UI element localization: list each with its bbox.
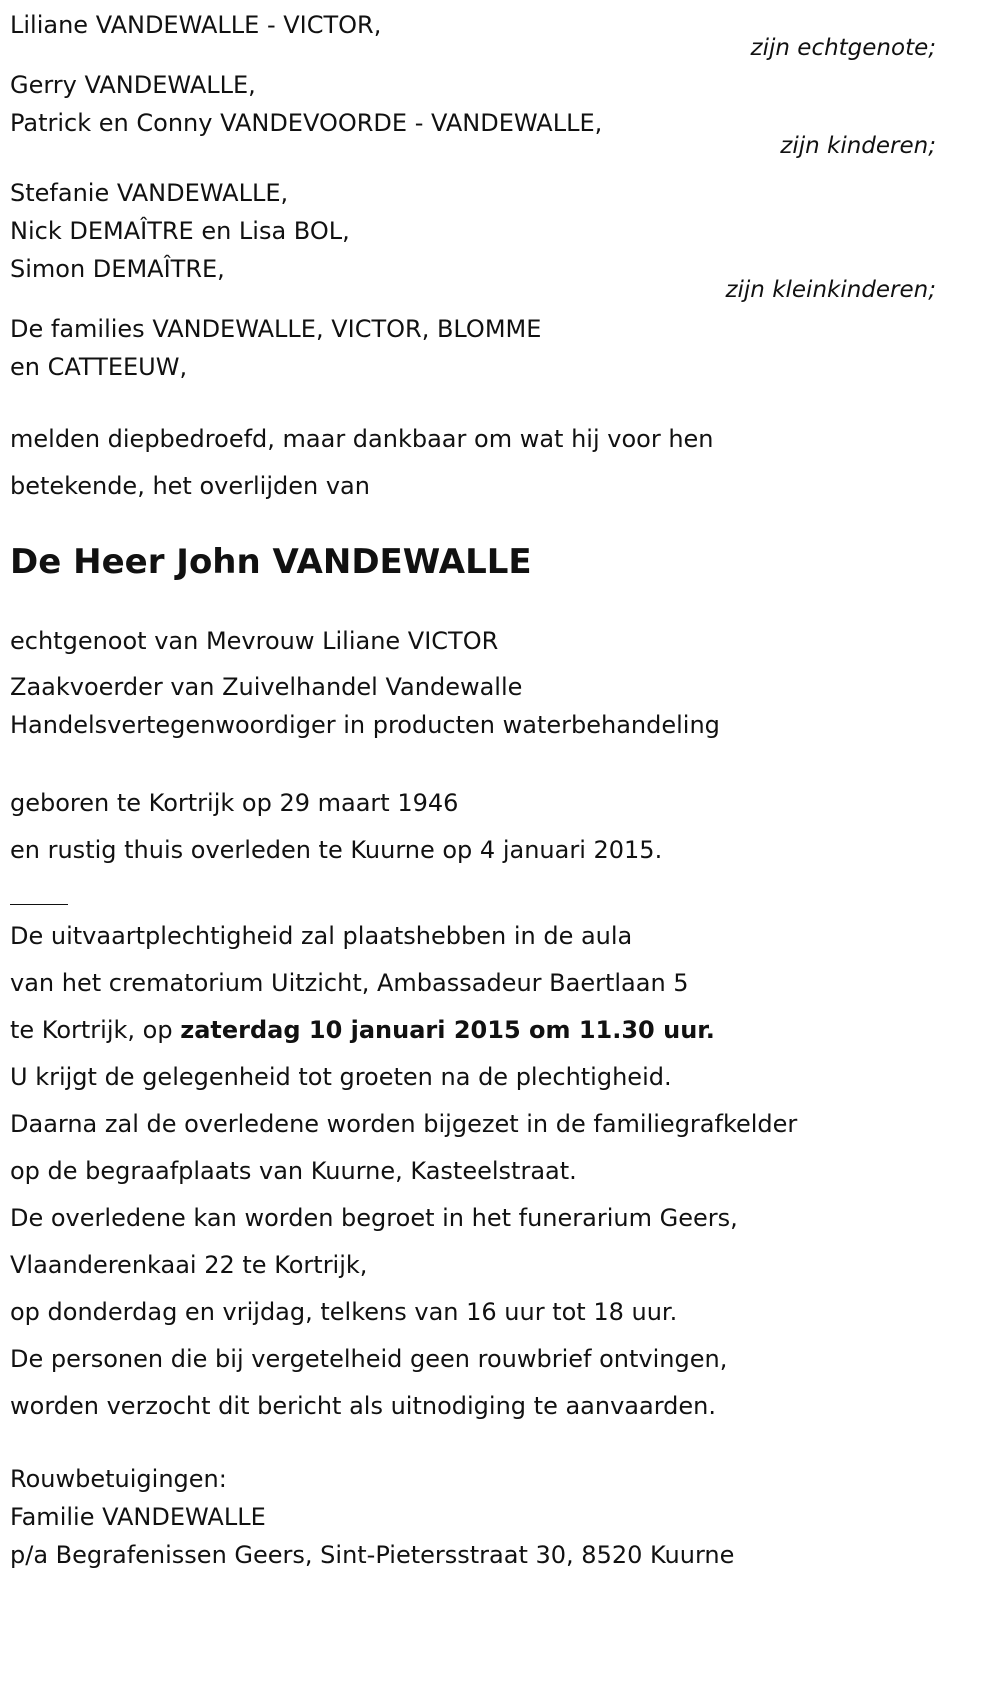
children-role: zijn kinderen; (780, 133, 936, 159)
spouse-group (10, 0, 936, 64)
birth-line: geboren te Kortrijk op 29 maart 1946 (10, 789, 459, 817)
announcement (10, 416, 930, 510)
job-line: Zaakvoerder van Zuivelhandel Vandewalle (10, 673, 523, 701)
condolences-line: Familie VANDEWALLE (10, 1503, 266, 1531)
ceremony-prefix: te Kortrijk, op (10, 1016, 181, 1044)
condolences-address: p/a Begrafenissen Geers, Sint-Pietersstraat 30, 8520 Kuurne (10, 1541, 735, 1569)
ceremony-line: op de begraafplaats van Kuurne, Kasteelstraat. (10, 1157, 577, 1185)
children-group (10, 66, 936, 162)
families-line: en CATTEEUW, (10, 353, 188, 381)
grandchild-name: Simon DEMAÎTRE, (10, 255, 225, 283)
announcement-line: betekende, het overlijden van (10, 472, 370, 500)
ceremony-line: op donderdag en vrijdag, telkens van 16 uur tot 18 uur. (10, 1298, 678, 1326)
grandchildren-group (10, 174, 936, 306)
ceremony-line: Daarna zal de overledene worden bijgezet in de familiegrafkelder (10, 1110, 798, 1138)
spouse-of-line: echtgenoot van Mevrouw Liliane VICTOR (10, 627, 499, 655)
ceremony-line: van het crematorium Uitzicht, Ambassadeur Baertlaan 5 (10, 969, 689, 997)
ceremony-info (10, 913, 930, 1430)
life-dates (10, 780, 930, 874)
ceremony-line: De personen die bij vergetelheid geen rouwbrief ontvingen, (10, 1345, 728, 1373)
grandchildren-role: zijn kleinkinderen; (725, 277, 936, 303)
child-name: Patrick en Conny VANDEVOORDE - VANDEWALLE, (10, 109, 603, 137)
condolences-heading: Rouwbetuigingen: (10, 1465, 227, 1493)
ceremony-date-line (10, 1007, 930, 1054)
ceremony-line: U krijgt de gelegenheid tot groeten na de plechtigheid. (10, 1063, 672, 1091)
ceremony-line: Vlaanderenkaai 22 te Kortrijk, (10, 1251, 368, 1279)
child-name: Gerry VANDEWALLE, (10, 71, 256, 99)
grandchild-name: Stefanie VANDEWALLE, (10, 179, 289, 207)
spouse-name: Liliane VANDEWALLE - VICTOR, (10, 11, 382, 39)
job-line: Handelsvertegenwoordiger in producten waterbehandeling (10, 711, 720, 739)
ceremony-date: zaterdag 10 januari 2015 om 11.30 uur. (180, 1016, 715, 1044)
obituary-notice (10, 0, 936, 1574)
ceremony-line: worden verzocht dit bericht als uitnodiging te aanvaarden. (10, 1392, 716, 1420)
families-group (10, 310, 930, 386)
death-line: en rustig thuis overleden te Kuurne op 4 januari 2015. (10, 836, 663, 864)
divider (10, 904, 68, 905)
grandchild-name: Nick DEMAÎTRE en Lisa BOL, (10, 217, 350, 245)
ceremony-line: De uitvaartplechtigheid zal plaatshebben in de aula (10, 922, 633, 950)
spouse-role: zijn echtgenote; (750, 35, 936, 61)
deceased-name: De Heer John VANDEWALLE (10, 542, 532, 582)
condolences (10, 1460, 930, 1574)
announcement-line: melden diepbedroefd, maar dankbaar om wat hij voor hen (10, 425, 714, 453)
families-line: De families VANDEWALLE, VICTOR, BLOMME (10, 315, 542, 343)
ceremony-line: De overledene kan worden begroet in het funerarium Geers, (10, 1204, 738, 1232)
deceased-details (10, 622, 930, 744)
